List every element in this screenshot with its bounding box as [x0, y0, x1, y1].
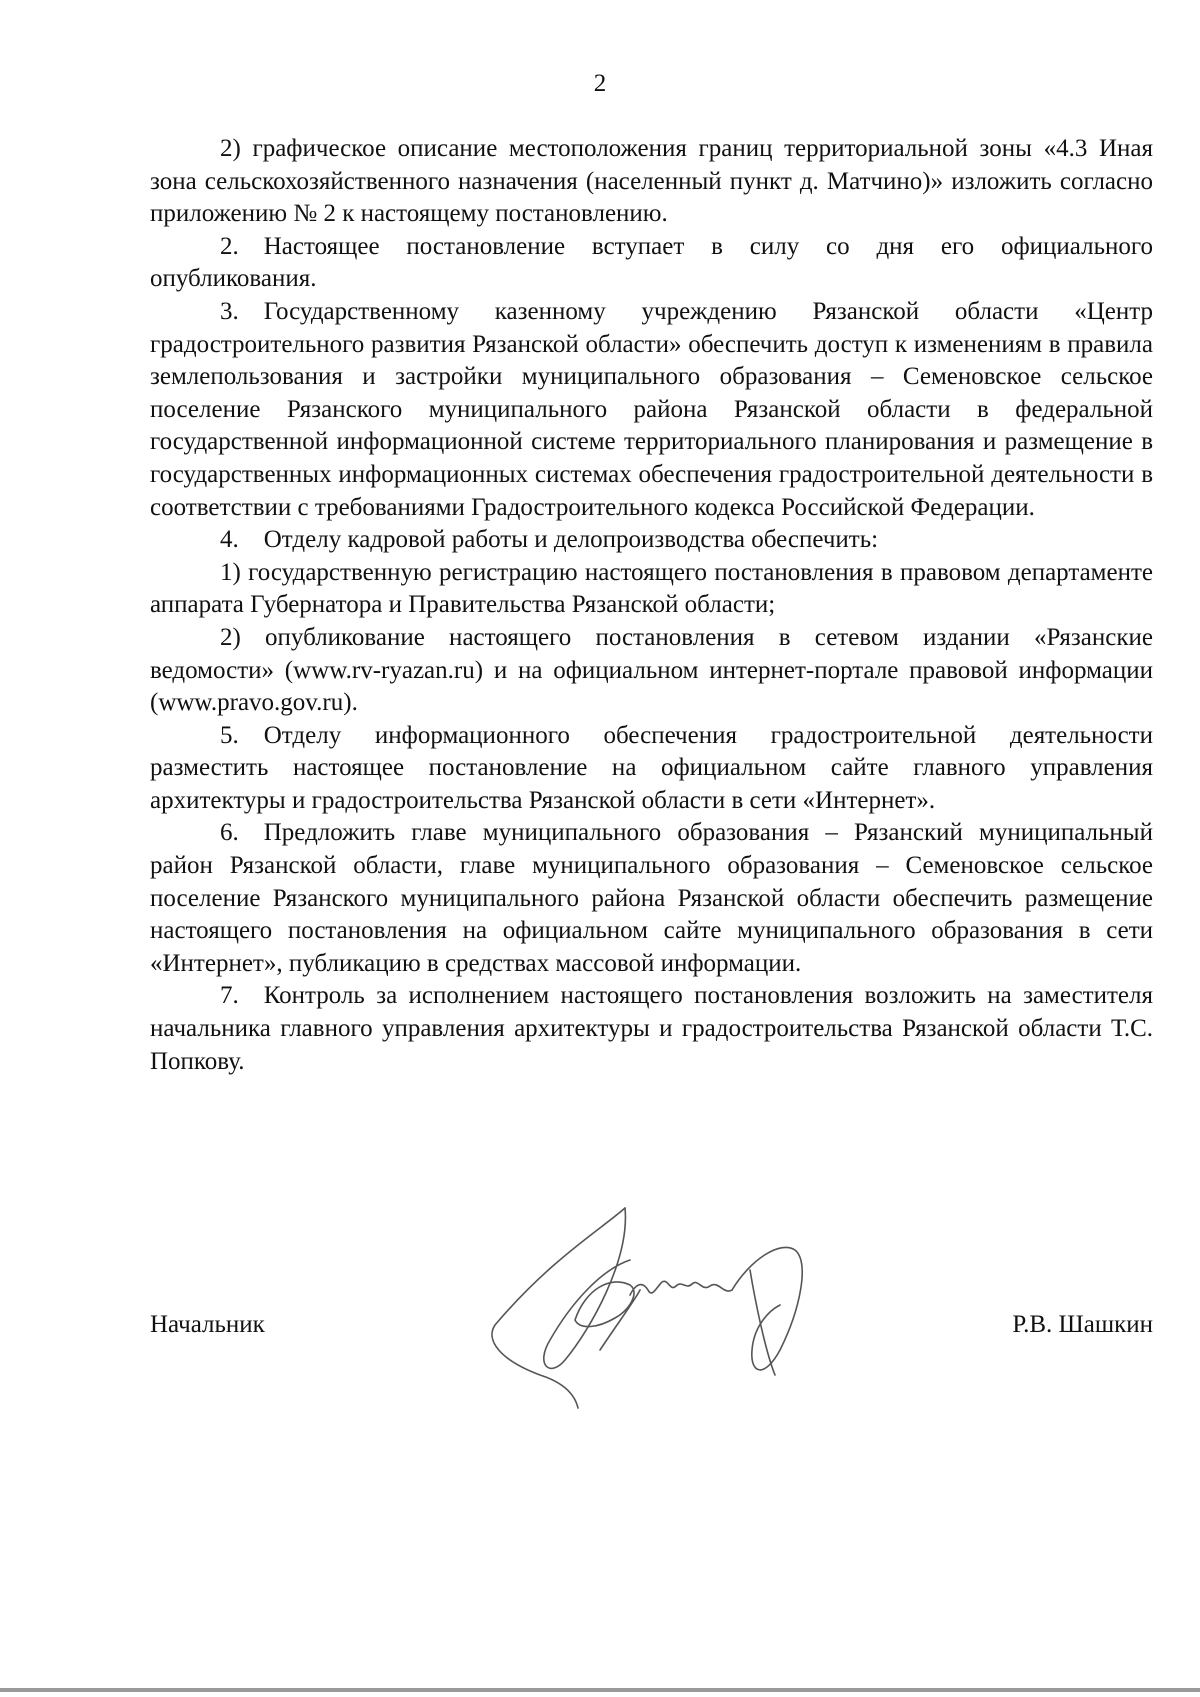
handwritten-signature-icon: [480, 1200, 840, 1415]
paragraph-2-entry-into-force: 2. Настоящее постановление вступает в силу со дня его официального опубликования.: [150, 232, 1153, 293]
paragraph-7-control: 7. Контроль за исполнением настоящего постановления возложить на заместителя начальника главного управления архитектуры и градостроительства Рязанской области Т.С. Попкову.: [150, 982, 1153, 1075]
page-bottom-edge: [0, 1688, 1200, 1692]
paragraph-5-website-placement: 5. Отделу информационного обеспечения градостроительной деятельности разместить настоящее постановление на официальном сайте главного управления архитектуры и градостроительства Рязанской области в сети «Интернет».: [150, 721, 1153, 814]
page-number: 2: [593, 70, 607, 97]
paragraph-1-2-graphic-description: 2) графическое описание местоположения границ территориальной зоны «4.3 Иная зона сельскохозяйственного назначения (населенный пункт д. Матчино)» изложить согласно приложению № 2 к настоящему постановлению.: [150, 135, 1153, 228]
signatory-position: Начальник: [150, 1311, 265, 1338]
paragraph-3-access-provision: 3. Государственному казенному учреждению Рязанской области «Центр градостроительного развития Рязанской области» обеспечить доступ к изменениям в правила землепользования и застройки муниципального образования – Семеновское сельское поселение Рязанского муниципального района Рязанской области в федеральной государственной информационной системе территориального планирования и размещение в государственных информационных системах обеспечения градостроительной деятельности в соответствии с требованиями Градостроительного кодекса Российской Федерации.: [150, 297, 1153, 521]
paragraph-4-1-registration: 1) государственную регистрацию настоящего постановления в правовом департаменте аппарата Губернатора и Правительства Рязанской области;: [150, 558, 1153, 619]
paragraph-6-municipal-heads: 6. Предложить главе муниципального образования – Рязанский муниципальный район Рязанской области, главе муниципального образования – Семеновское сельское поселение Рязанского муниципального района Рязанской области обеспечить размещение настоящего постановления на официальном сайте муниципального образования в сети «Интернет», публикацию в средствах массовой информации.: [150, 819, 1153, 977]
signatory-name: Р.В. Шашкин: [1012, 1311, 1153, 1338]
paragraph-4-2-publication: 2) опубликование настоящего постановления в сетевом издании «Рязанские ведомости» (www.rv-ryazan.ru) и на официальном интернет-портале правовой информации (www.pravo.gov.ru).: [150, 623, 1153, 717]
paragraph-4-hr-department: 4. Отделу кадровой работы и делопроизводства обеспечить:: [220, 526, 879, 554]
document-body: [150, 133, 1153, 1078]
